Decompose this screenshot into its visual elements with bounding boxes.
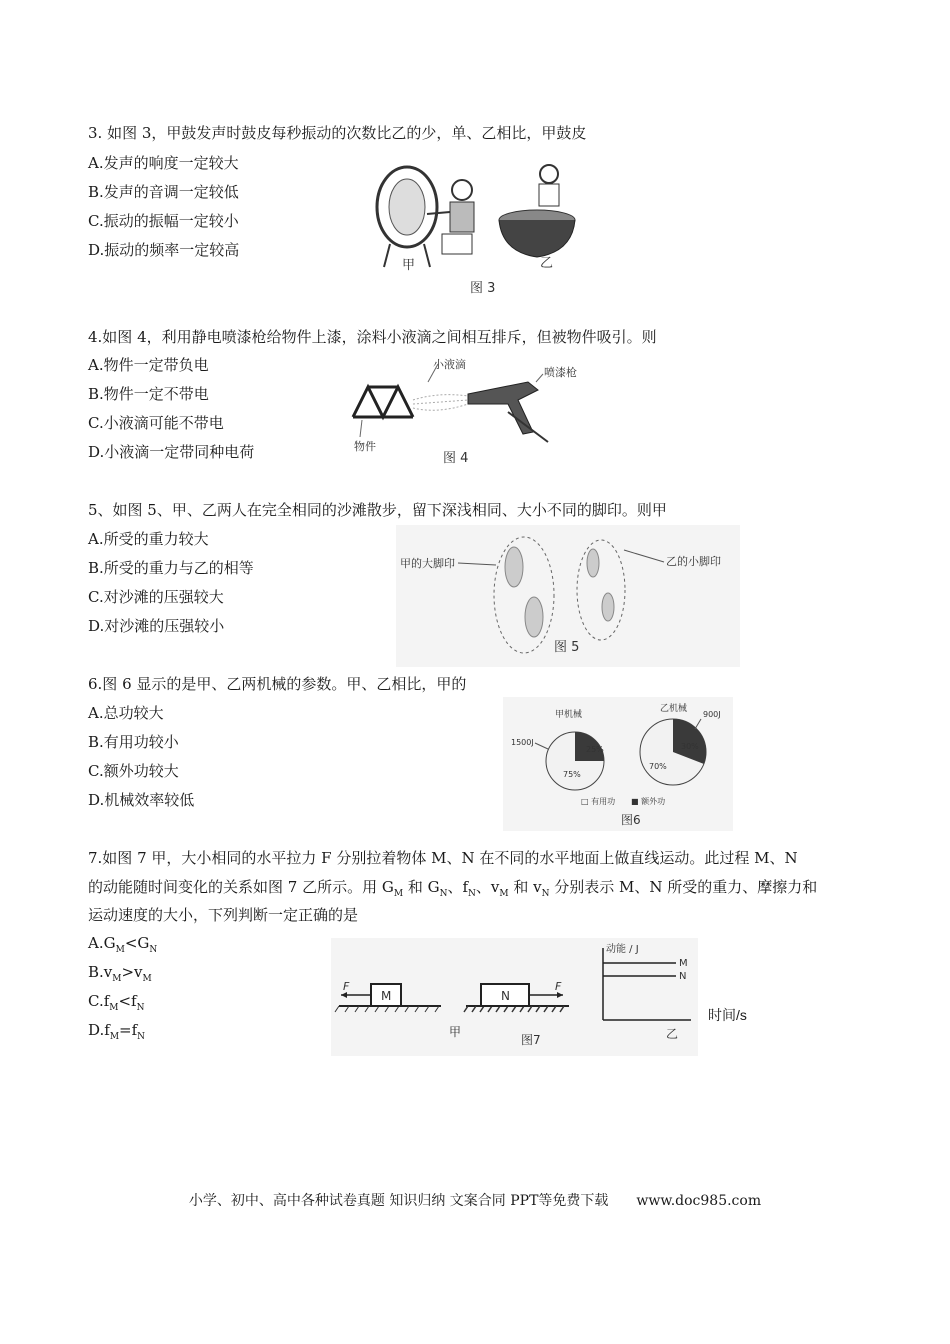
q7-option-b: $B.v_M>v_M$	[88, 963, 152, 984]
fig3-caption: 图 3	[470, 281, 496, 296]
person-yi-icon	[540, 165, 558, 183]
q4-option-b: B.物件一定不带电	[88, 385, 209, 403]
fig6-right-title: 乙机械	[660, 704, 688, 714]
fig5-label-small: 乙的小脚印	[666, 555, 721, 568]
small-footprint-icon	[602, 593, 614, 621]
figure-7-motion	[331, 938, 698, 1056]
fig6-left-big: 75%	[563, 770, 581, 779]
fig3-label-yi: 乙	[540, 256, 554, 271]
fig7-line-label-M: M	[679, 958, 688, 969]
fig6-caption: 图6	[621, 813, 641, 827]
fig7-label-N: N	[501, 989, 510, 1003]
fig5-label-big: 甲的大脚印	[400, 557, 455, 570]
figure-3-drums	[362, 152, 592, 302]
fig6-left-title: 甲机械	[555, 710, 583, 720]
fig6-legend-extra: ■ 额外功	[631, 797, 666, 806]
q4-option-a: A.物件一定带负电	[88, 356, 209, 374]
q3-option-a: A.发声的响度一定较大	[88, 154, 239, 172]
fig6-right-value: 900J	[703, 710, 721, 719]
fig6-left-value: 1500J	[511, 738, 534, 747]
fig7-xlabel: 时间/s	[708, 1007, 747, 1023]
q3-option-b: B.发声的音调一定较低	[88, 183, 239, 201]
fig4-caption: 图 4	[443, 451, 469, 466]
figure-6-pie-charts	[503, 697, 733, 831]
fig6-right-big: 70%	[649, 762, 667, 771]
q5-stem: 5、如图 5、甲、乙两人在完全相同的沙滩散步，留下深浅相同、大小不同的脚印。则甲	[88, 501, 667, 519]
big-footprint-region	[494, 537, 554, 653]
big-footprint-icon	[505, 547, 523, 587]
fig4-label-object: 物件	[354, 440, 376, 453]
fig7-label-jia: 甲	[449, 1025, 462, 1039]
q4-option-d: D.小液滴一定带同种电荷	[88, 443, 255, 461]
q4-option-c: C.小液滴可能不带电	[88, 414, 224, 432]
q7-option-c: $C.f_M<f_N$	[88, 992, 145, 1013]
q7-option-a: $A.G_M<G_N$	[88, 934, 158, 955]
q7-stem-line1: 7.如图 7 甲，大小相同的水平拉力 F 分别拉着物体 M、N 在不同的水平地面上做直线运动。此过程 M、N	[88, 849, 798, 867]
q6-option-d: D.机械效率较低	[88, 791, 195, 809]
fig7-label-F-right: F	[555, 980, 562, 993]
fig7-line-label-N: N	[679, 971, 687, 982]
q5-option-a: A.所受的重力较大	[88, 530, 209, 548]
figure-5-footprints	[396, 525, 740, 667]
fig6-right-small: 30%	[681, 742, 699, 751]
fig4-label-gun: 喷漆枪	[544, 366, 577, 379]
fig5-caption: 图 5	[554, 640, 580, 655]
q5-option-c: C.对沙滩的压强较大	[88, 588, 224, 606]
fig7-label-yi: 乙	[666, 1027, 679, 1041]
person-jia-icon	[452, 180, 472, 200]
q5-option-d: D.对沙滩的压强较小	[88, 617, 225, 635]
q7-option-d: $D.f_M=f_N$	[88, 1021, 146, 1042]
small-footprint-icon	[587, 549, 599, 577]
q5-option-b: B.所受的重力与乙的相等	[88, 559, 254, 577]
q4-stem: 4.如图 4，利用静电喷漆枪给物件上漆，涂料小液滴之间相互排斥，但被物件吸引。则	[88, 328, 657, 346]
q7-stem-line3: 运动速度的大小，下列判断一定正确的是	[88, 906, 359, 924]
small-footprint-region	[577, 540, 625, 640]
q6-option-a: A.总功较大	[88, 704, 164, 722]
q6-option-c: C.额外功较大	[88, 762, 179, 780]
fig4-label-droplet: 小液滴	[433, 358, 466, 371]
q6-stem: 6.图 6 显示的是甲、乙两机械的参数。甲、乙相比，甲的	[88, 675, 467, 693]
fig6-left-small: 25%	[586, 745, 604, 754]
q3-option-d: D.振动的频率一定较高	[88, 241, 240, 259]
footer-text: 小学、初中、高中各种试卷真题 知识归纳 文案合同 PPT等免费下载 www.doc985.com	[188, 1193, 762, 1209]
q6-option-b: B.有用功较小	[88, 733, 179, 751]
figure-4-spray-gun	[338, 352, 608, 470]
q3-option-c: C.振动的振幅一定较小	[88, 212, 239, 230]
object-frame-icon	[353, 387, 413, 417]
q3-stem: 3. 如图 3，甲鼓发声时鼓皮每秒振动的次数比乙的少，单、乙相比，甲鼓皮	[88, 124, 587, 142]
fig7-ylabel: 动能 / J	[606, 944, 639, 955]
q7-stem-line2: 的动能随时间变化的关系如图 7 乙所示。用 $G_M$ 和 $G_N$、$f_N$、$v_M$ 和 $v_N$ 分别表示 M、N 所受的重力、摩擦力和	[88, 878, 818, 899]
fig3-label-jia: 甲	[402, 258, 416, 273]
fig7-caption: 图7	[521, 1033, 541, 1047]
fig7-label-M: M	[381, 989, 392, 1003]
fig6-legend-useful: □ 有用功	[581, 797, 616, 806]
fig7-label-F-left: F	[343, 980, 350, 993]
big-footprint-icon	[525, 597, 543, 637]
